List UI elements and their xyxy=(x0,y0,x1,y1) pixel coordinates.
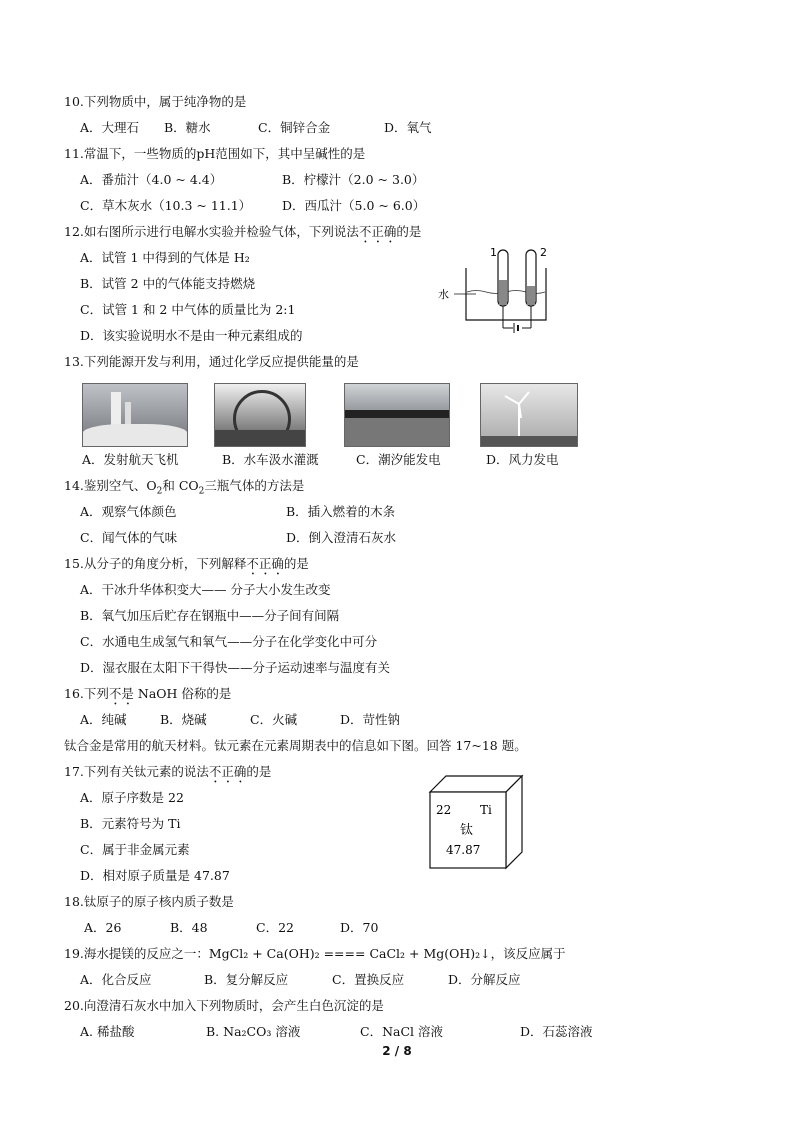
q14-option-b: B．插入燃着的木条 xyxy=(286,504,396,519)
waterwheel-image xyxy=(214,383,306,447)
q17-stem: 17.下列有关钛元素的说法不正确的是 xyxy=(64,764,272,779)
q19-option-b: B．复分解反应 xyxy=(204,972,289,987)
q15-option-c: C．水通电生成氢气和氧气——分子在化学变化中可分 xyxy=(80,634,378,649)
page-number: 2 / 8 xyxy=(382,1044,412,1058)
q11-option-c: C．草木灰水（10.3 ~ 11.1） xyxy=(80,198,252,213)
q20-option-b: B. Na₂CO₃ 溶液 xyxy=(206,1024,301,1039)
q11-option-a: A．番茄汁（4.0 ~ 4.4） xyxy=(80,172,223,187)
q10-option-d: D．氧气 xyxy=(384,120,432,135)
q20-option-a: A. 稀盐酸 xyxy=(80,1024,135,1039)
element-number: 22 xyxy=(436,803,452,817)
q15-option-a: A．干冰升华体积变大—— 分子大小发生改变 xyxy=(80,582,331,597)
q13-option-c: C．潮汐能发电 xyxy=(356,452,441,467)
q10-option-b: B．糖水 xyxy=(164,120,211,135)
q13-option-a: A．发射航天飞机 xyxy=(82,452,179,467)
tube-1-label: 1 xyxy=(490,246,497,259)
q14-option-c: C．闻气体的气味 xyxy=(80,530,178,545)
titanium-element-card xyxy=(428,774,524,870)
q14-stem: 14.鉴别空气、$O_2$和 $CO_2$三瓶气体的方法是 xyxy=(64,478,305,497)
q18-option-a: A．26 xyxy=(84,920,122,935)
q20-option-c: C．NaCl 溶液 xyxy=(360,1024,443,1039)
q19-option-d: D．分解反应 xyxy=(448,972,521,987)
q14-option-a: A．观察气体颜色 xyxy=(80,504,177,519)
q11-option-b: B．柠檬汁（2.0 ~ 3.0） xyxy=(282,172,425,187)
q16-option-d: D．苛性钠 xyxy=(340,712,401,727)
electrolysis-diagram xyxy=(436,242,556,334)
q20-option-d: D．石蕊溶液 xyxy=(520,1024,593,1039)
q19-option-a: A．化合反应 xyxy=(80,972,152,987)
q12-option-c: C．试管 1 和 2 中气体的质量比为 2:1 xyxy=(80,302,296,317)
q19-option-c: C．置换反应 xyxy=(332,972,405,987)
q16-stem: 16.下列不是 NaOH 俗称的是 xyxy=(64,686,232,701)
q17-option-a: A．原子序数是 22 xyxy=(80,790,184,805)
q12-stem: 12.如右图所示进行电解水实验并检验气体，下列说法不正确的是 xyxy=(64,224,422,239)
tidal-power-image xyxy=(344,383,450,447)
q12-option-a: A．试管 1 中得到的气体是 H₂ xyxy=(80,250,250,265)
q20-stem: 20.向澄清石灰水中加入下列物质时，会产生白色沉淀的是 xyxy=(64,998,384,1013)
q18-option-d: D．70 xyxy=(340,920,379,935)
q15-option-b: B．氧气加压后贮存在钢瓶中——分子间有间隔 xyxy=(80,608,340,623)
q13-option-d: D．风力发电 xyxy=(486,452,559,467)
q16-option-a: A．纯碱 xyxy=(80,712,127,727)
q14-option-d: D．倒入澄清石灰水 xyxy=(286,530,397,545)
q16-option-b: B．烧碱 xyxy=(160,712,207,727)
q17-option-c: C．属于非金属元素 xyxy=(80,842,190,857)
q13-option-b: B．水车汲水灌溉 xyxy=(222,452,319,467)
q11-option-d: D．西瓜汁（5.0 ~ 6.0） xyxy=(282,198,426,213)
element-symbol: Ti xyxy=(480,803,492,817)
q17-option-b: B．元素符号为 Ti xyxy=(80,816,181,831)
tube-2-label: 2 xyxy=(540,246,547,259)
q15-stem: 15.从分子的角度分析，下列解释不正确的是 xyxy=(64,556,309,571)
q10-option-a: A．大理石 xyxy=(80,120,140,135)
q16-option-c: C．火碱 xyxy=(250,712,298,727)
q10-option-c: C．铜锌合金 xyxy=(258,120,331,135)
q18-option-c: C．22 xyxy=(256,920,294,935)
q15-option-d: D．湿衣服在太阳下干得快——分子运动速率与温度有关 xyxy=(80,660,391,675)
element-mass: 47.87 xyxy=(446,843,481,857)
q13-stem: 13.下列能源开发与利用，通过化学反应提供能量的是 xyxy=(64,354,359,369)
q19-stem: 19.海水提镁的反应之一：MgCl₂ + Ca(OH)₂ ==== CaCl₂ + Mg(OH)₂↓，该反应属于 xyxy=(64,946,566,961)
water-label: 水 xyxy=(438,288,449,301)
shuttle-launch-image xyxy=(82,383,188,447)
q17-option-d: D．相对原子质量是 47.87 xyxy=(80,868,230,883)
q11-stem: 11.常温下，一些物质的pH范围如下，其中呈碱性的是 xyxy=(64,146,366,161)
element-name: 钛 xyxy=(460,823,474,838)
q12-option-d: D．该实验说明水不是由一种元素组成的 xyxy=(80,328,303,343)
wind-power-image xyxy=(480,383,578,447)
q18-option-b: B．48 xyxy=(170,920,208,935)
q18-stem: 18.钛原子的原子核内质子数是 xyxy=(64,894,234,909)
section-intro: 钛合金是常用的航天材料。钛元素在元素周期表中的信息如下图。回答 17~18 题。 xyxy=(64,738,527,753)
q12-option-b: B．试管 2 中的气体能支持燃烧 xyxy=(80,276,256,291)
q10-stem: 10.下列物质中，属于纯净物的是 xyxy=(64,94,247,109)
